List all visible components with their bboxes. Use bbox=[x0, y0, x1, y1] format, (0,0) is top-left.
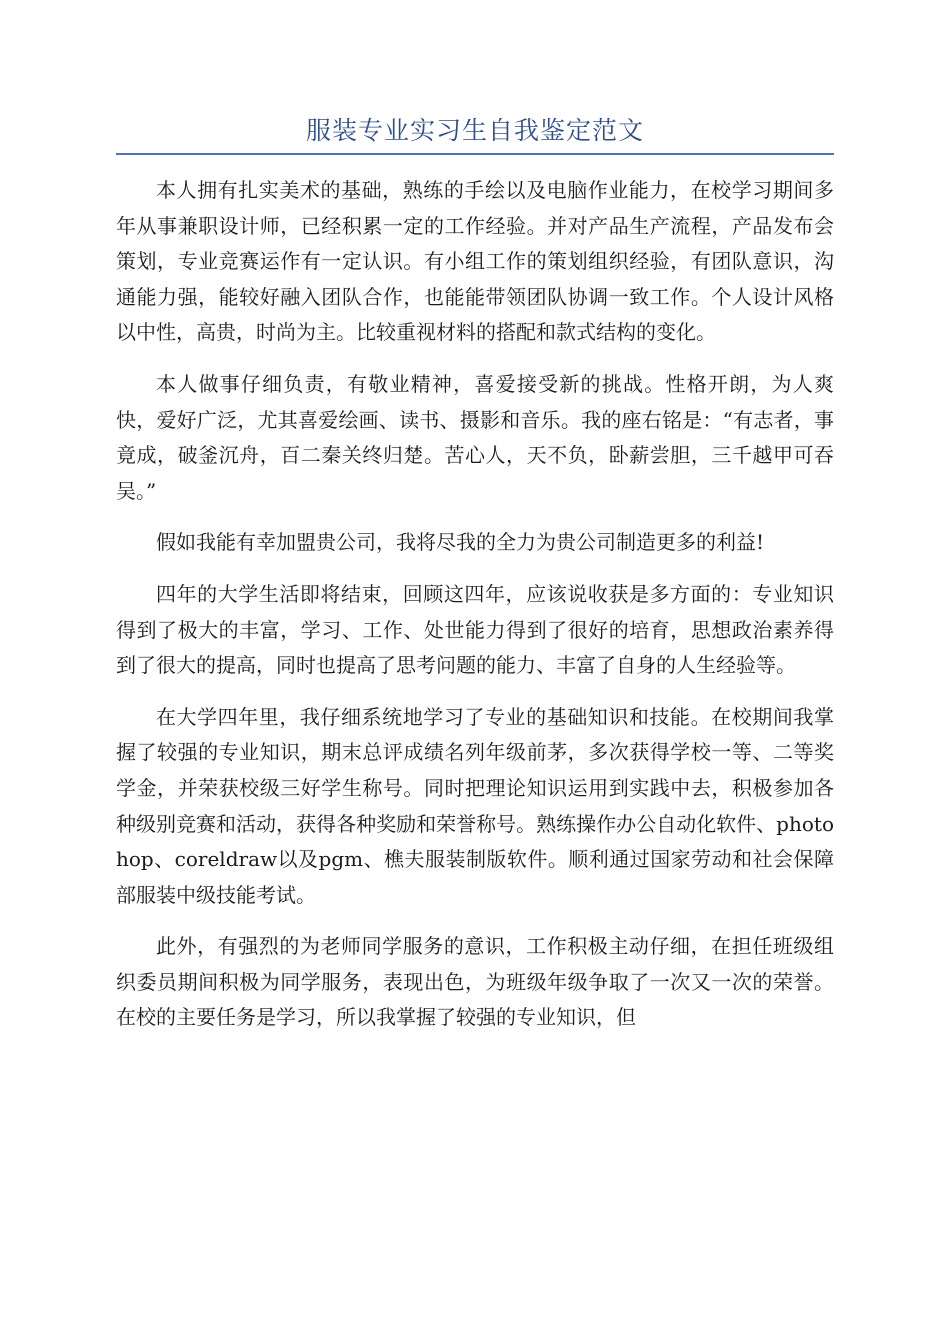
document-body bbox=[116, 173, 834, 1052]
paragraph-5: 在大学四年里，我仔细系统地学习了专业的基础知识和技能。在校期间我掌握了较强的专业知识，期末总评成绩名列年级前茅，多次获得学校一等、二等奖学金，并荣获校级三好学生称号。同时把理论知识运用到实践中去，积极参加各种级别竞赛和活动，获得各种奖励和荣誉称号。熟练操作办公自动化软件、photohop、coreldraw以及pgm、樵夫服装制版软件。顺利通过国家劳动和社会保障部服装中级技能考试。 bbox=[116, 704, 834, 907]
paragraph-4: 四年的大学生活即将结束，回顾这四年，应该说收获是多方面的：专业知识得到了极大的丰富，学习、工作、处世能力得到了很好的培育，思想政治素养得到了很大的提高，同时也提高了思考问题的能力、丰富了自身的人生经验等。 bbox=[116, 581, 834, 678]
document-title: 服装专业实习生自我鉴定范文 bbox=[305, 116, 644, 145]
paragraph-2: 本人做事仔细负责，有敬业精神，喜爱接受新的挑战。性格开朗，为人爽快，爱好广泛，尤其喜爱绘画、读书、摄影和音乐。我的座右铭是：“有志者，事竟成，破釜沉舟，百二秦关终归楚。苦心人，天不负，卧薪尝胆，三千越甲可吞吴。” bbox=[116, 371, 834, 503]
paragraph-3: 假如我能有幸加盟贵公司，我将尽我的全力为贵公司制造更多的利益! bbox=[156, 530, 765, 555]
paragraph-6: 此外，有强烈的为老师同学服务的意识，工作积极主动仔细，在担任班级组织委员期间积极为同学服务，表现出色，为班级年级争取了一次又一次的荣誉。在校的主要任务是学习，所以我掌握了较强的专业知识，但 bbox=[116, 934, 834, 1030]
title-underline bbox=[116, 153, 834, 155]
paragraph-1: 本人拥有扎实美术的基础，熟练的手绘以及电脑作业能力，在校学习期间多年从事兼职设计师，已经积累一定的工作经验。并对产品生产流程，产品发布会策划，专业竞赛运作有一定认识。有小组工作的策划组织经验，有团队意识，沟通能力强，能较好融入团队合作，也能能带领团队协调一致工作。个人设计风格以中性，高贵，时尚为主。比较重视材料的搭配和款式结构的变化。 bbox=[116, 178, 834, 345]
